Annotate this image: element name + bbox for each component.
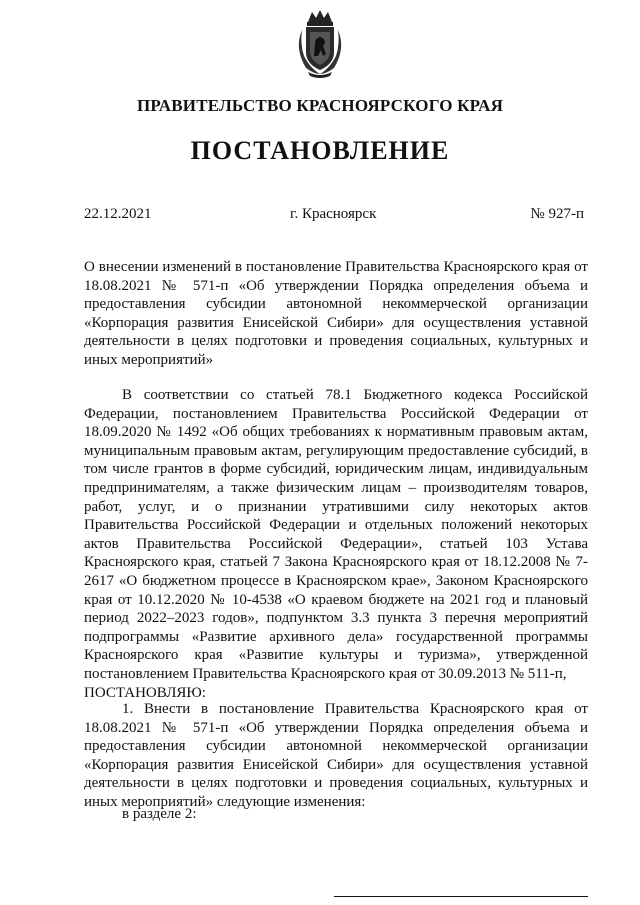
government-name: ПРАВИТЕЛЬСТВО КРАСНОЯРСКОГО КРАЯ	[136, 96, 504, 115]
legal-basis-text: В соответствии со статьей 78.1 Бюджетного кодекса Российской Федерации, постановлением Правительства Российской Федерации от 18.09.2020 № 1492 «Об общих требованиях к нормативным правовым актам, муниципальным правовым актам, регулирующим предоставление субсидий, в том числе грантов в форме субсидий, юридическим лицам, индивидуальным предпринимателям, а также физическим лицам – производителям товаров, работ, услуг, и о признании утратившими силу некоторых актов Правительства Российской Федерации и отдельных положений некоторых актов Правительства Российской Федерации», статьей 103 Устава Красноярского края, статьей 7 Закона Красноярского края от 18.12.2008 № 7-2617 «О бюджетном процессе в Красноярском крае», Законом Красноярского края от 10.12.2020 № 10-4538 «О краевом бюджете на 2021 год и плановый период 2022–2023 годов», подпунктом 3.3 пункта 3 перечня мероприятий подпрограммы «Развитие архивного дела» государственной программы Красноярского края «Развитие культуры и туризма», утвержденной постановлением Правительства Красноярского края от 30.09.2013 № 511-п,	[84, 387, 588, 682]
item-1-paragraph: 1. Внести в постановление Правительства Красноярского края от 18.08.2021 № 571-п «Об утверждении Порядка определения объема и предоставления субсидии автономной некоммерческой организации «Корпорация развития Енисейской Сибири» для осуществления уставной деятельности в целях подготовки и проведения социальных, культурных и иных мероприятий» следующие изменения:	[84, 701, 588, 810]
document-date: 22.12.2021	[84, 206, 152, 222]
section-heading: в разделе 2:	[122, 806, 197, 822]
legal-basis-paragraph	[84, 386, 588, 702]
krasnoyarsk-coat-of-arms-icon	[288, 8, 352, 78]
footer-divider	[334, 896, 588, 897]
document-title: О внесении изменений в постановление Правительства Красноярского края от 18.08.2021 № 571-п «Об утверждении Порядка определения объема и предоставления субсидии автономной некоммерческой организации «Корпорация развития Енисейской Сибири» для осуществления уставной деятельности в целях подготовки и проведения социальных, культурных и иных мероприятий»	[84, 259, 588, 368]
decree-word: ПОСТАНОВЛЯЮ:	[84, 684, 206, 701]
document-type: ПОСТАНОВЛЕНИЕ	[190, 136, 450, 165]
document-city: г. Красноярск	[290, 206, 377, 222]
document-number: № 927-п	[530, 206, 584, 222]
